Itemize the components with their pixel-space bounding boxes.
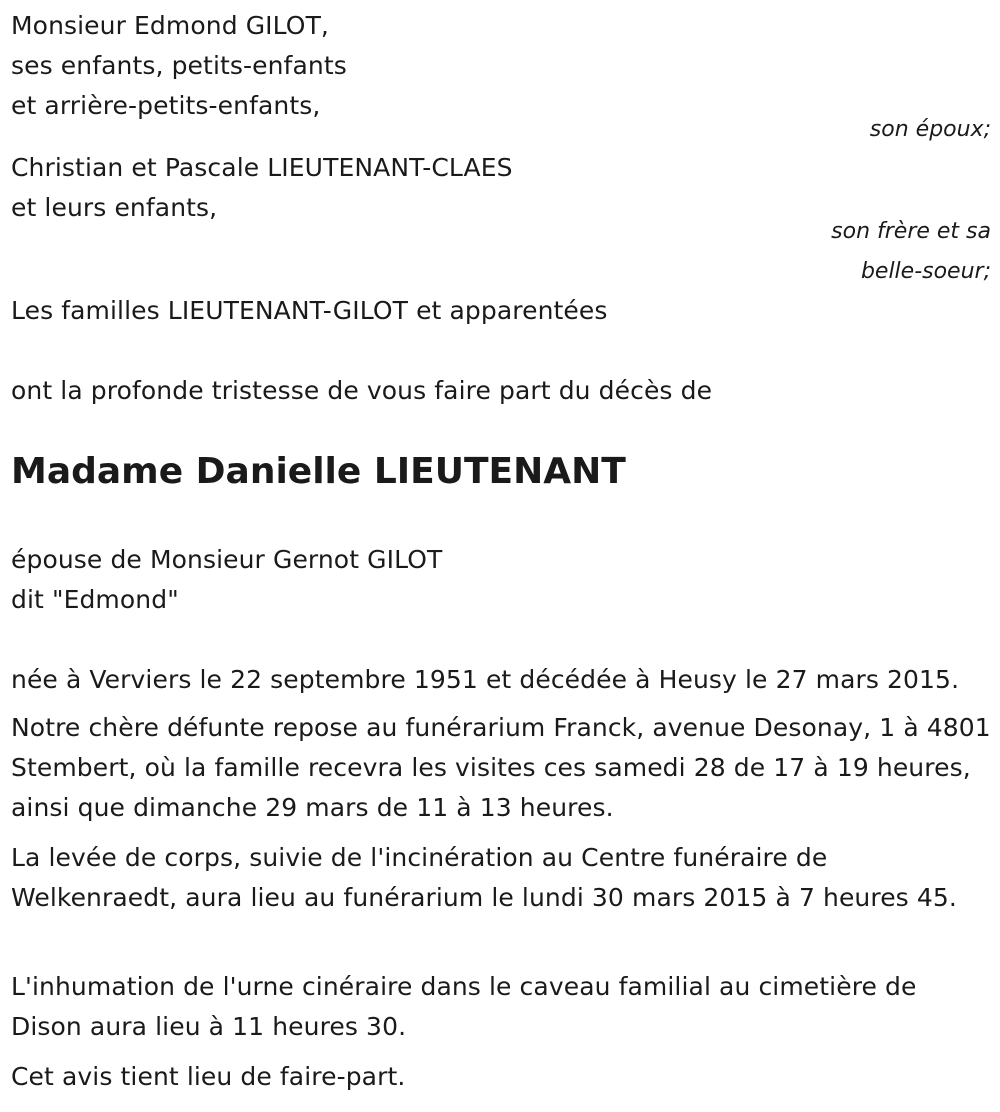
- announcer-line: Christian et Pascale LIEUTENANT-CLAES: [11, 153, 513, 182]
- announcer-line: et leurs enfants,: [11, 193, 218, 222]
- relation-label: son époux;: [869, 117, 991, 142]
- deceased-name: Madame Danielle LIEUTENANT: [11, 451, 626, 492]
- birth-death-text: née à Verviers le 22 septembre 1951 et décédée à Heusy le 27 mars 2015.: [11, 665, 960, 694]
- intro-text: ont la profonde tristesse de vous faire part du décès de: [11, 376, 713, 405]
- announcer-line: Les familles LIEUTENANT-GILOT et apparentées: [11, 296, 608, 325]
- closing-text: Cet avis tient lieu de faire-part.: [11, 1062, 406, 1091]
- announcer-line: et arrière-petits-enfants,: [11, 91, 321, 120]
- spouse-line: épouse de Monsieur Gernot GILOT: [11, 545, 443, 574]
- obituary-notice: [11, 0, 991, 1112]
- announcer-line: ses enfants, petits-enfants: [11, 51, 347, 80]
- visitation-paragraph: Notre chère défunte repose au funérarium Franck, avenue Desonay, 1 à 4801 Stembert, où la famille recevra les visites ces samedi 28 de 17 à 19 heures, ainsi que dimanche 29 mars de 11 à 13 heures.: [11, 713, 991, 822]
- burial-paragraph: L'inhumation de l'urne cinéraire dans le caveau familial au cimetière de Dison aura lieu à 11 heures 30.: [11, 972, 917, 1041]
- announcer-line: Monsieur Edmond GILOT,: [11, 11, 329, 40]
- ceremony-paragraph: La levée de corps, suivie de l'incinération au Centre funéraire de Welkenraedt, aura lieu au funérarium le lundi 30 mars 2015 à 7 heures 45.: [11, 843, 957, 912]
- relation-label: belle-soeur;: [860, 259, 991, 284]
- relation-label: son frère et sa: [831, 219, 991, 244]
- spouse-line: dit "Edmond": [11, 585, 179, 614]
